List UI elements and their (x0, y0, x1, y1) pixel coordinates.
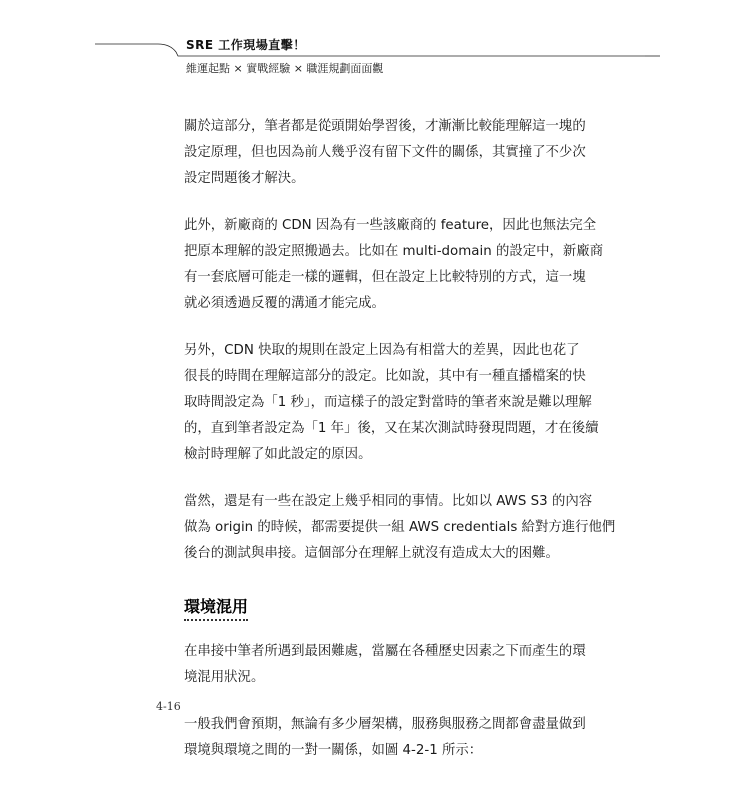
paragraph (184, 338, 599, 468)
paragraph-line: 做為 origin 的時候，都需要提供一組 AWS credentials 給對方進行他們 (184, 520, 616, 535)
paragraph-line: 此外，新廠商的 CDN 因為有一些該廠商的 feature，因此也無法完全 (184, 218, 597, 233)
paragraph-line: 把原本理解的設定照搬過去。比如在 multi-domain 的設定中，新廠商 (184, 244, 604, 259)
paragraph-line: 設定問題後才解決。 (184, 171, 305, 186)
paragraph-line: 的，直到筆者設定為「1 年」後，又在某次測試時發現問題，才在後續 (184, 421, 599, 436)
paragraph-line: 環境與環境之間的一對一關係，如圖 4-2-1 所示： (184, 743, 483, 758)
paragraph-line: 一般我們會預期，無論有多少層架構，服務與服務之間都會盡量做到 (184, 717, 586, 732)
paragraph-line: 檢討時理解了如此設定的原因。 (184, 447, 372, 462)
paragraph-line: 關於這部分，筆者都是從頭開始學習後，才漸漸比較能理解這一塊的 (184, 119, 586, 134)
section-heading-wrap (184, 588, 574, 633)
paragraph-line: 在串接中筆者所遇到最困難處，當屬在各種歷史因素之下而產生的環 (184, 644, 586, 659)
paragraph-line: 境混用狀況。 (184, 670, 265, 685)
book-subtitle: 維運起點 × 實戰經驗 × 職涯規劃面面觀 (186, 62, 384, 75)
book-title: SRE 工作現場直擊！ (186, 38, 306, 52)
paragraph (184, 489, 616, 567)
paragraph-line: 就必須透過反覆的溝通才能完成。 (184, 296, 385, 311)
paragraph (184, 639, 586, 691)
paragraph-line: 設定原理，但也因為前人幾乎沒有留下文件的關係，其實撞了不少次 (184, 145, 586, 160)
body-content (184, 114, 616, 785)
section-title: 環境混用 (184, 594, 248, 621)
paragraph-line: 另外，CDN 快取的規則在設定上因為有相當大的差異，因此也花了 (184, 343, 580, 358)
paragraph-line: 很長的時間在理解這部分的設定。比如說，其中有一種直播檔案的快 (184, 369, 586, 384)
paragraph (184, 712, 586, 764)
paragraph (184, 114, 586, 192)
paragraph-line: 取時間設定為「1 秒」，而這樣子的設定對當時的筆者來說是難以理解 (184, 395, 592, 410)
paragraph-line: 後台的測試與串接。這個部分在理解上就沒有造成太大的困難。 (184, 546, 559, 561)
paragraph (184, 213, 604, 317)
paragraph-line: 當然，還是有一些在設定上幾乎相同的事情。比如以 AWS S3 的內容 (184, 494, 593, 509)
page-number: 4-16 (156, 700, 181, 713)
paragraph-line: 有一套底層可能走一樣的邏輯，但在設定上比較特別的方式，這一塊 (184, 270, 586, 285)
